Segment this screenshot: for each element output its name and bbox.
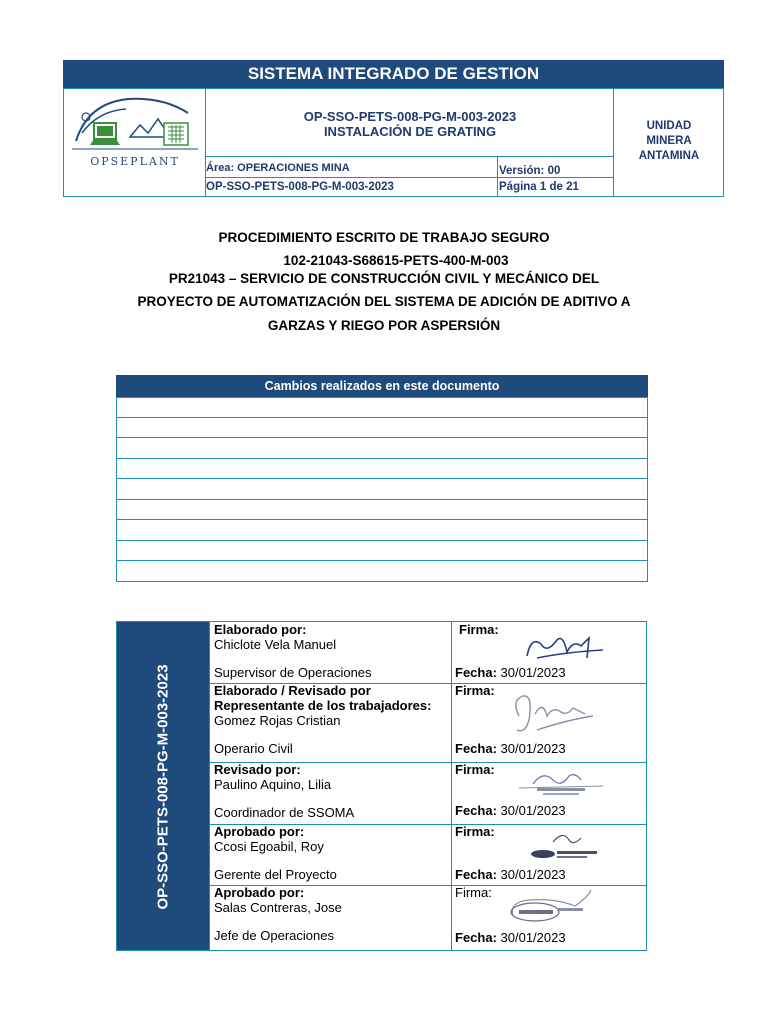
fecha-row: [455, 867, 566, 882]
system-title-bar: [63, 60, 724, 88]
firma-label: Firma:: [455, 683, 495, 698]
role-label: Revisado por:: [214, 762, 301, 777]
changes-table-row: [116, 561, 648, 582]
document-title: INSTALACIÓN DE GRATING: [323, 124, 497, 139]
signature-icon: [517, 630, 607, 664]
signature-stamp-icon: [523, 828, 607, 864]
role-label: Elaborado por:: [214, 622, 307, 637]
unit-line-1: UNIDAD: [646, 120, 692, 132]
fecha-row: [455, 803, 566, 818]
company-logo: [68, 93, 202, 173]
changes-table-row: [116, 459, 648, 480]
procedure-line-5: GARZAS Y RIEGO POR ASPERSIÓN: [267, 318, 501, 333]
fecha-row: [455, 930, 566, 945]
signature-block-3: [214, 762, 354, 820]
fecha-value: 30/01/2023: [496, 930, 566, 945]
signer-name: Ccosi Egoabil, Roy: [214, 839, 324, 854]
fecha-row: [455, 665, 566, 680]
system-title: SISTEMA INTEGRADO DE GESTION: [247, 64, 540, 83]
fecha-label: Fecha:: [455, 867, 497, 882]
signer-position: Gerente del Proyecto: [214, 867, 337, 882]
signer-position: Operario Civil: [214, 741, 293, 756]
role-label: Elaborado / Revisado por Representante de los trabajadores:: [214, 683, 432, 713]
fecha-value: 30/01/2023: [496, 867, 566, 882]
changes-table-row: [116, 438, 648, 459]
signer-position: Supervisor de Operaciones: [214, 665, 372, 680]
signature-stamp-icon: [505, 886, 595, 930]
signer-name: Gomez Rojas Cristian: [214, 713, 341, 728]
firma-label: Firma:: [455, 885, 492, 900]
signature-block-2: [214, 683, 452, 756]
signer-name: Chiclote Vela Manuel: [214, 637, 337, 652]
role-label: Aprobado por:: [214, 824, 305, 839]
signature-stamp-icon: [513, 766, 609, 800]
document-code-title: [206, 109, 614, 139]
version-label: Versión: 00: [499, 165, 561, 177]
firma-label: Firma:: [455, 824, 495, 839]
area-label: Área: OPERACIONES MINA: [206, 162, 350, 174]
changes-table-row: [116, 541, 648, 562]
unit-line-2: MINERA: [646, 135, 692, 147]
procedure-line-2: 102-21043-S68615-PETS-400-M-003: [283, 253, 509, 268]
fecha-label: Fecha:: [455, 741, 497, 756]
changes-table-row: [116, 418, 648, 439]
signature-block-1: [214, 622, 372, 680]
side-document-code: OP-SSO-PETS-008-PG-M-003-2023: [154, 664, 172, 910]
fecha-label: Fecha:: [455, 803, 497, 818]
fecha-value: 30/01/2023: [496, 803, 566, 818]
unit-name: [615, 119, 723, 164]
signatures-table: [116, 621, 647, 951]
fecha-label: Fecha:: [455, 665, 497, 680]
firma-label: Firma:: [455, 762, 495, 777]
procedure-line-1: PROCEDIMIENTO ESCRITO DE TRABAJO SEGURO: [218, 230, 550, 245]
procedure-line-4: PROYECTO DE AUTOMATIZACIÓN DEL SISTEMA DE ADICIÓN DE ADITIVO A: [137, 294, 631, 309]
fecha-value: 30/01/2023: [496, 665, 566, 680]
changes-table-row: [116, 397, 648, 418]
signature-block-5: [214, 885, 342, 943]
document-code-bottom: OP-SSO-PETS-008-PG-M-003-2023: [206, 181, 394, 193]
unit-line-3: ANTAMINA: [638, 150, 700, 162]
signature-icon: [507, 686, 597, 740]
signature-block-4: [214, 824, 337, 882]
changes-table-row: [116, 520, 648, 541]
document-header: [63, 88, 724, 197]
changes-table-row: [116, 479, 648, 500]
fecha-label: Fecha:: [455, 930, 497, 945]
signer-name: Paulino Aquino, Lilia: [214, 777, 332, 792]
logo-text: OPSEPLANT: [90, 155, 180, 168]
document-code: OP-SSO-PETS-008-PG-M-003-2023: [303, 109, 517, 124]
role-label: Aprobado por:: [214, 885, 305, 900]
procedure-line-3: PR21043 – SERVICIO DE CONSTRUCCIÓN CIVIL Y MECÁNICO DEL: [168, 271, 600, 286]
fecha-value: 30/01/2023: [496, 741, 566, 756]
changes-table-row: [116, 500, 648, 521]
signatures-side-band: [117, 622, 209, 950]
signer-name: Salas Contreras, Jose: [214, 900, 342, 915]
signer-position: Coordinador de SSOMA: [214, 805, 355, 820]
changes-table-header: Cambios realizados en este documento: [116, 375, 648, 397]
logo-graphic-icon: [68, 93, 202, 155]
changes-rows: [116, 397, 648, 582]
signer-position: Jefe de Operaciones: [214, 928, 334, 943]
fecha-row: [455, 741, 566, 756]
changes-table: [116, 375, 648, 582]
firma-label: Firma:: [459, 622, 499, 637]
page-number: Página 1 de 21: [499, 181, 579, 193]
